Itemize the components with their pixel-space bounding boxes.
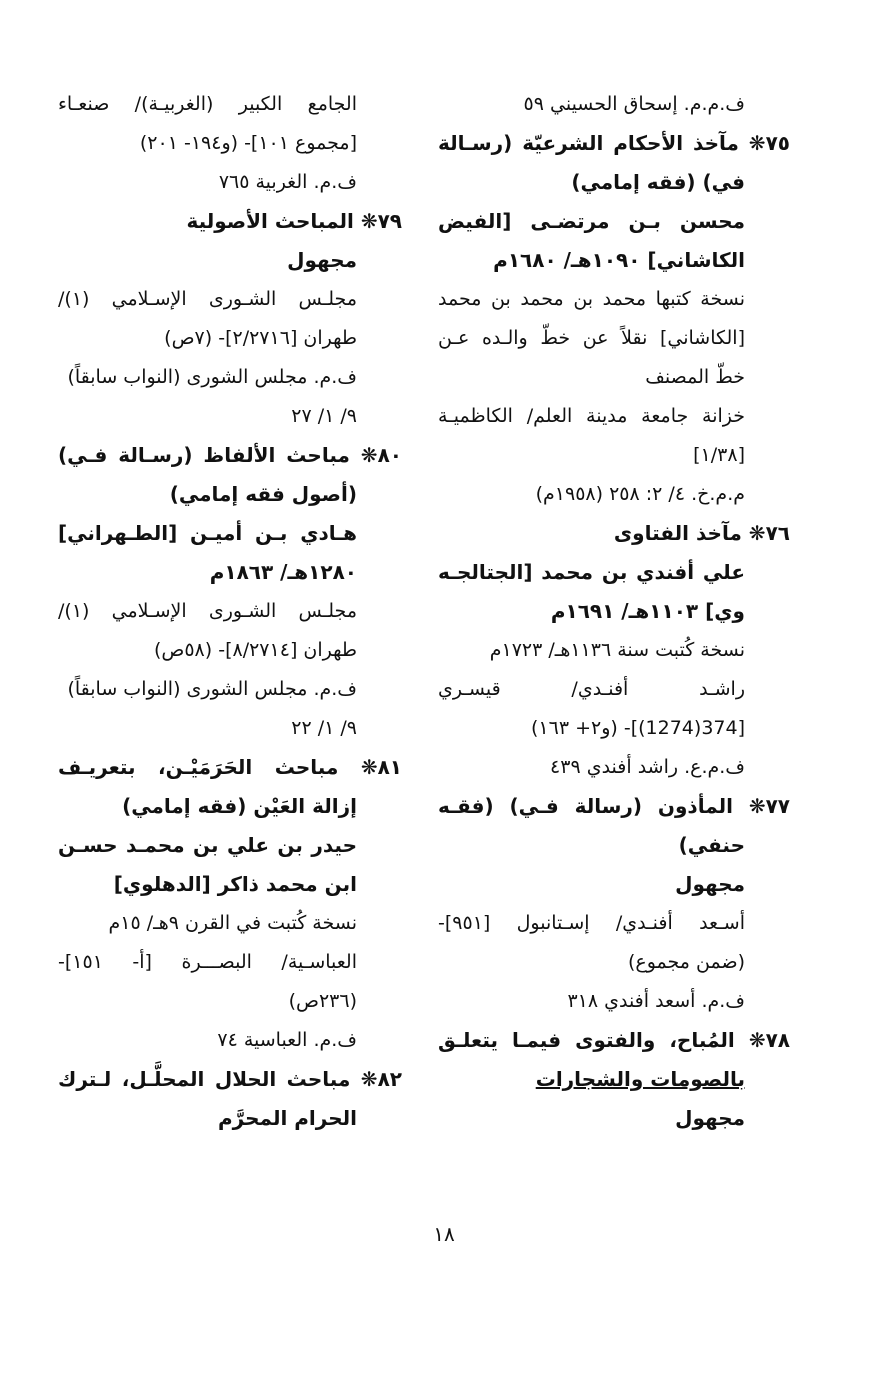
right-column-line: علي أفندي بن محمد [الجتالجـه [438,560,745,584]
left-column-line: ٩/ ١/ ٢٢ [291,717,357,739]
left-column-line: طهران [٢/٢٧١٦]- (٧ص) [164,327,357,349]
right-column-line: ف.م.م. إسحاق الحسيني ٥٩ [523,93,745,115]
right-column-line: الكاشاني] ١٠٩٠هـ/ ١٦٨٠م [493,248,745,272]
right-column-line: خطّ المصنف [645,366,745,388]
right-column-line: حنفي) [678,833,745,857]
left-column-line: مجلـس الشـورى الإسـلامي (١)/ [58,600,357,622]
left-column-line: ف.م. مجلس الشورى (النواب سابقاً) [67,366,357,388]
right-column-line: أسـعد أفنـدي/ إسـتانبول [٩٥١]- [438,912,745,934]
left-column-line: ابن محمد ذاكر [الدهلوي] [113,872,357,896]
right-column-line: ٧٥❋ مآخذ الأحكام الشرعيّة (رسـالة [438,131,790,155]
right-column-line: مجهول [675,1106,745,1130]
right-column-line: ٧٧❋ المأذون (رسالة فـي) (فقـه [438,794,790,818]
right-column-line: [374(1274)]- (و٢+ ١٦٣) [530,717,745,739]
right-column-line: نسخة كُتبت سنة ١١٣٦هـ/ ١٧٢٣م [489,639,745,661]
right-column [438,85,790,1138]
left-column-line: ٩/ ١/ ٢٧ [291,405,357,427]
right-column-line: ٧٦❋ مآخذ الفتاوى [613,521,790,545]
left-column-line: الحرام المحرَّم [218,1106,357,1130]
left-column-line: الجامع الكبير (الغربيـة)/ صنعـاء [58,93,357,115]
right-column-line: [١/٣٨] [693,444,745,466]
left-column-line: طهران [٨/٢٧١٤]- (٥٨ص) [153,639,357,661]
left-column-line: العباسـية/ البصـــرة [أ- ١٥١]- [58,951,357,973]
left-column-line: ف.م. العباسية ٧٤ [217,1029,357,1051]
right-column-line: (ضمن مجموع) [627,951,745,973]
left-column-line: (٢٣٦ص) [288,990,357,1012]
right-column-line: بالصومات والشجارات [535,1067,745,1091]
left-column-line: ٨١❋ مباحث الحَرَمَيْـن، بتعريـف [58,755,402,779]
right-column-line: ف.م.ع. راشد أفندي ٤٣٩ [550,756,745,778]
right-column-line: نسخة كتبها محمد بن محمد بن محمد [438,288,745,310]
left-column-line: حيدر بن علي بن محمـد حسـن [58,833,357,857]
right-column-line: ف.م. أسعد أفندي ٣١٨ [567,990,745,1012]
left-column-line: مجلـس الشـورى الإسـلامي (١)/ [58,288,357,310]
left-column-line: إزالة العَيْن (فقه إمامي) [122,794,357,818]
left-column-line: ١٢٨٠هـ/ ١٨٦٣م [209,560,357,584]
left-column-line: (أصول فقه إمامي) [169,482,357,506]
left-column-line: ف.م. مجلس الشورى (النواب سابقاً) [67,678,357,700]
left-column-line: مجهول [287,248,357,272]
page-number: ١٨ [433,1222,455,1246]
right-column-line: ٧٨❋ المُباح، والفتوى فيمـا يتعلـق [438,1028,790,1052]
right-column-line: [الكاشاني] نقلاً عن خطّ والـده عـن [438,327,745,349]
left-column [58,85,402,1138]
right-column-line: في) (فقه إمامي) [571,170,745,194]
left-column-line: ف.م. الغربية ٧٦٥ [218,171,357,193]
left-column-line: [مجموع ١٠١]- (و١٩٤- ٢٠١) [139,132,357,154]
right-column-line: محسن بـن مرتضـى [الفيض [438,209,745,233]
right-column-line: مجهول [675,872,745,896]
left-column-line: نسخة كُتبت في القرن ٩هـ/ ١٥م [108,912,357,934]
right-column-line: م.م.خ. ٤/ ٢: ٢٥٨ (١٩٥٨م) [535,483,745,505]
left-column-line: هـادي بـن أميـن [الطـهراني] [58,521,357,545]
right-column-line: خزانة جامعة مدينة العلم/ الكاظميـة [438,405,745,427]
left-column-line: ٧٩❋ المباحث الأصولية [186,209,402,233]
left-column-line: ٨٠❋ مباحث الألفاظ (رسـالة فـي) [58,443,402,467]
right-column-line: راشـد أفنـدي/ قيسـري [438,678,745,700]
right-column-line: وي] ١١٠٣هـ/ ١٦٩١م [550,599,745,623]
left-column-line: ٨٢❋ مباحث الحلال المحلَّـل، لـترك [58,1067,402,1091]
